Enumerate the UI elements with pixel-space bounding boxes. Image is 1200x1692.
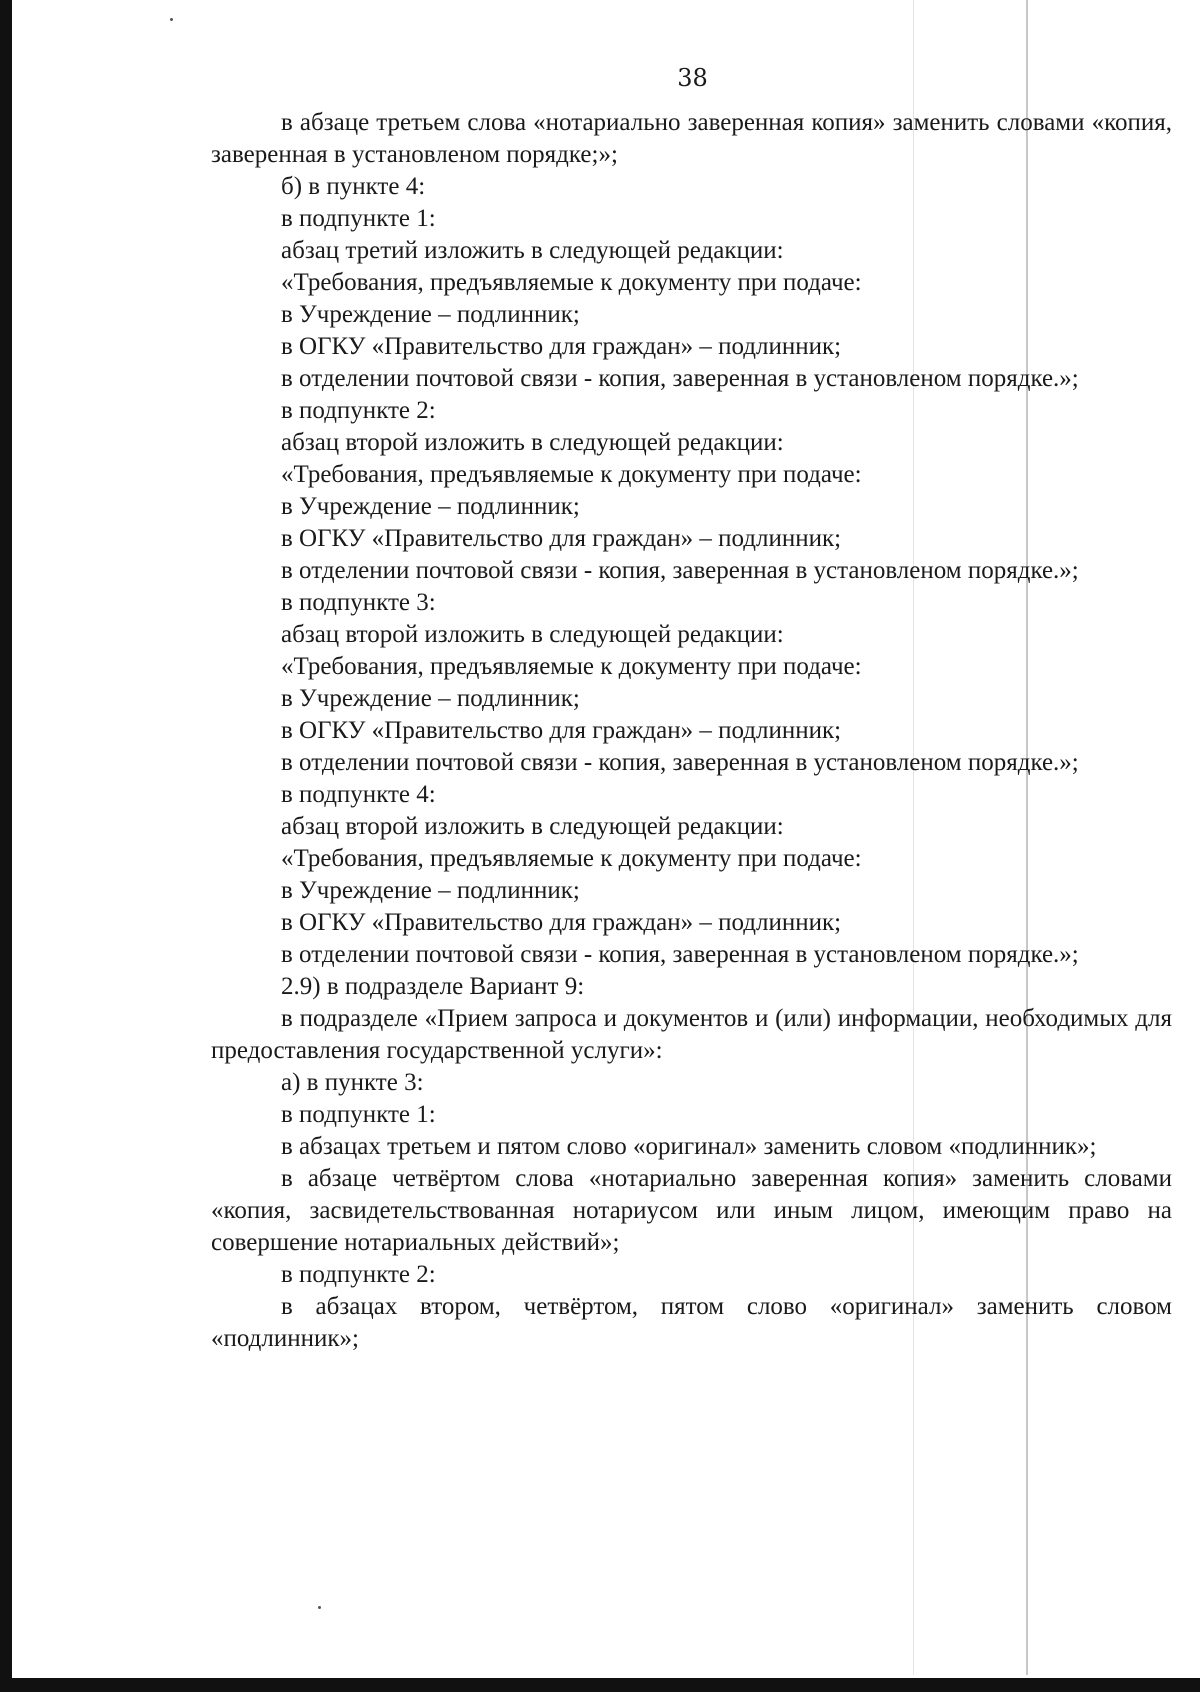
page-number: 38	[677, 64, 708, 92]
paragraph: в подпункте 2:	[281, 1261, 436, 1288]
paragraph: абзац второй изложить в следующей редакции:	[281, 429, 784, 456]
paragraph: 2.9) в подразделе Вариант 9:	[281, 973, 585, 1000]
paragraph: а) в пункте 3:	[281, 1069, 424, 1096]
document-body	[211, 107, 1172, 1355]
paragraph: в Учреждение – подлинник;	[281, 877, 580, 904]
paragraph: абзац третий изложить в следующей редакции:	[281, 237, 784, 264]
paragraph: в Учреждение – подлинник;	[281, 493, 580, 520]
scan-speck	[318, 1606, 321, 1609]
paragraph: «Требования, предъявляемые к документу при подаче:	[281, 845, 862, 872]
paragraph: в отделении почтовой связи - копия, заверенная в установленом порядке.»;	[281, 365, 1079, 392]
paragraph: в отделении почтовой связи - копия, заверенная в установленом порядке.»;	[281, 557, 1079, 584]
paragraph: в абзацах третьем и пятом слово «оригинал» заменить словом «подлинник»;	[281, 1133, 1097, 1160]
paragraph: в Учреждение – подлинник;	[281, 301, 580, 328]
paragraph: абзац второй изложить в следующей редакции:	[281, 621, 784, 648]
paragraph: в ОГКУ «Правительство для граждан» – подлинник;	[281, 525, 842, 552]
paragraph: в абзаце четвёртом слова «нотариально заверенная копия» заменить словами «копия, засвидетельствованная нотариусом или иным лицом, имеющим право на совершение нотариальных действий»;	[211, 1165, 1172, 1256]
paragraph: в подпункте 3:	[281, 589, 436, 616]
paragraph: в отделении почтовой связи - копия, заверенная в установленом порядке.»;	[281, 749, 1079, 776]
paragraph: в подпункте 1:	[281, 1101, 436, 1128]
paragraph: «Требования, предъявляемые к документу при подаче:	[281, 461, 862, 488]
paragraph: «Требования, предъявляемые к документу при подаче:	[281, 653, 862, 680]
paragraph: в подпункте 2:	[281, 397, 436, 424]
paragraph: в абзаце третьем слова «нотариально заверенная копия» заменить словами «копия, заверенная в установленом порядке;»;	[211, 109, 1172, 168]
paragraph: в ОГКУ «Правительство для граждан» – подлинник;	[281, 333, 842, 360]
paragraph: «Требования, предъявляемые к документу при подаче:	[281, 269, 862, 296]
paragraph: в подразделе «Прием запроса и документов и (или) информации, необходимых для предоставления государственной услуги»:	[211, 1005, 1172, 1064]
paragraph: в ОГКУ «Правительство для граждан» – подлинник;	[281, 717, 842, 744]
paragraph: в подпункте 1:	[281, 205, 436, 232]
scan-edge-bottom	[0, 1678, 1200, 1692]
paragraph: в отделении почтовой связи - копия, заверенная в установленом порядке.»;	[281, 941, 1079, 968]
paragraph: в подпункте 4:	[281, 781, 436, 808]
paragraph: абзац второй изложить в следующей редакции:	[281, 813, 784, 840]
paragraph: в абзацах втором, четвёртом, пятом слово «оригинал» заменить словом «подлинник»;	[211, 1293, 1172, 1352]
scan-speck	[170, 18, 173, 21]
paragraph: б) в пункте 4:	[281, 173, 426, 200]
paragraph: в Учреждение – подлинник;	[281, 685, 580, 712]
paragraph: в ОГКУ «Правительство для граждан» – подлинник;	[281, 909, 842, 936]
scan-edge-left	[0, 0, 12, 1692]
